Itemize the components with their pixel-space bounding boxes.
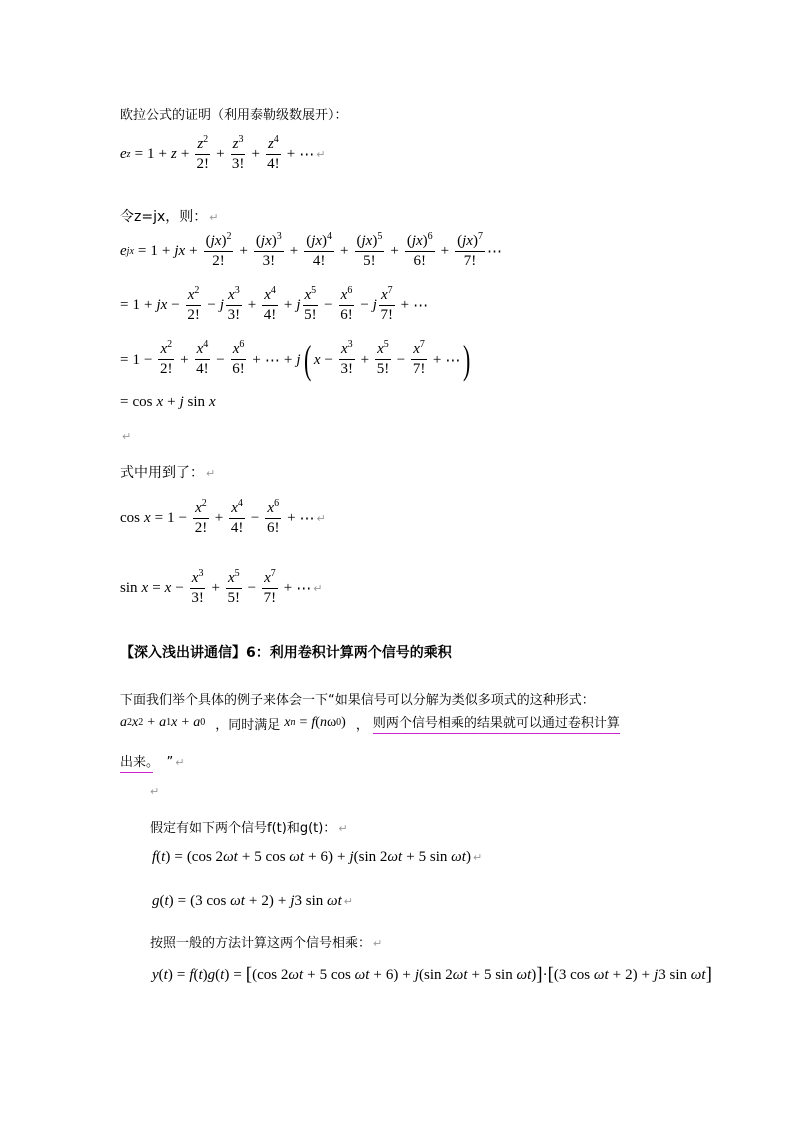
substitution-line [120, 206, 218, 226]
exp-z-series: e z = 1 + z + $\frac{z^2}{2!}$ + $\frac{z^3}{3!}$ + $\frac{z^4}{4!}$ + ⋯ ↵ [120, 134, 326, 172]
paragraph-mark: ↵ [373, 937, 383, 950]
result-underlined-text: 则两个信号相乘的结果就可以通过卷积计算 [373, 712, 620, 734]
paragraph-mark: ↵ [313, 582, 323, 596]
paragraph-mark: ↵ [343, 895, 354, 908]
paragraph-mark: ↵ [150, 785, 160, 798]
signal-f-equation: f ( t ) = (cos 2 ωt + 5 cos ωt + 6) + j (sin 2 ωt + 5 sin ωt ) ↵ [152, 849, 483, 865]
exp-jx-grouped: = 1 − $\frac{x^2}{2!}$ + $\frac{x^4}{4!}$ − $\frac{x^6}{6!}$ + ⋯ + j ( x − $\frac{x^3}{3!}$ + $\frac{x^5}{5!}$ − $\frac{x^7}{7!}$ + ⋯ ) [120, 337, 471, 382]
general-method-line [150, 932, 382, 951]
section-heading [120, 642, 452, 662]
used-in-line [120, 462, 215, 482]
paragraph-mark: ↵ [122, 430, 132, 443]
result-prefix: ， [355, 717, 369, 733]
signal-g-equation: g ( t ) = (3 cos ωt + 2) + j 3 sin ωt ↵ [152, 893, 354, 909]
product-equation: y ( t ) = f ( t ) g ( t ) = [ (cos 2 ωt + 5 cos ωt + 6) + j (sin 2 ωt + 5 sin ωt ) ] · [ (3 cos ωt + 2) + j 3 sin ωt ] [152, 964, 712, 985]
euler-proof-title-text: 欧拉公式的证明（利用泰勒级数展开）： [120, 108, 348, 123]
exp-jx-series: e jx = 1 + jx + $\frac{(jx)^2}{2!}$ + $\frac{(jx)^3}{3!}$ + $\frac{(jx)^4}{4!}$ + $\frac{(jx)^5}{5!}$ + $\frac{(jx)^6}{6!}$ + $\frac{(jx)^7}{7!}$ ⋯ [120, 231, 502, 269]
condition-text: ，同时满足 [215, 717, 281, 733]
euler-proof-title [120, 104, 348, 123]
paragraph-mark: ↵ [316, 512, 326, 526]
exp-jx-expanded: = 1 + jx − $\frac{x^2}{2!}$ − j $\frac{x^3}{3!}$ + $\frac{x^4}{4!}$ + j $\frac{x^5}{5!}$ − $\frac{x^6}{6!}$ − j $\frac{x^7}{7!}$ + ⋯ [120, 285, 429, 323]
condition-formula: x n = f ( n ω 0 ) [284, 715, 346, 730]
paragraph-mark: ↵ [206, 467, 216, 480]
substitution-text: 令z=jx，则： [120, 209, 208, 225]
suppose-line [150, 817, 348, 836]
sin-series: sin x = x − $\frac{x^3}{3!}$ + $\frac{x^5}{5!}$ − $\frac{x^7}{7!}$ + ⋯ ↵ [120, 568, 323, 606]
used-in-text: 式中用到了： [120, 465, 204, 481]
general-method-text: 按照一般的方法计算这两个信号相乘： [150, 936, 372, 951]
result-continuation [120, 751, 184, 770]
cos-series: cos x = 1 − $\frac{x^2}{2!}$ + $\frac{x^4}{4!}$ − $\frac{x^6}{6!}$ + ⋯ ↵ [120, 498, 326, 536]
section-heading-text: 【深入浅出讲通信】6：利用卷积计算两个信号的乘积 [120, 645, 452, 661]
paragraph-mark: ↵ [175, 756, 185, 769]
paragraph-mark: ↵ [316, 148, 326, 162]
intro-text: 下面我们举个具体的例子来体会一下“如果信号可以分解为类似多项式的这种形式： [120, 693, 595, 708]
suppose-text: 假定有如下两个信号f(t)和g(t)： [150, 821, 337, 836]
polynomial-condition-line [120, 712, 620, 734]
result-end-quote: ” [166, 755, 174, 770]
paragraph-mark: ↵ [472, 851, 483, 864]
intro-paragraph [120, 689, 595, 708]
paragraph-mark: ↵ [338, 822, 348, 835]
result-cont-text: 出来。 [120, 755, 153, 773]
exp-jx-result: = cos x + j sin x [120, 394, 216, 410]
polynomial-formula: a 2 x 2 + a 1 x + a 0 [120, 715, 206, 730]
paragraph-mark: ↵ [209, 211, 219, 224]
